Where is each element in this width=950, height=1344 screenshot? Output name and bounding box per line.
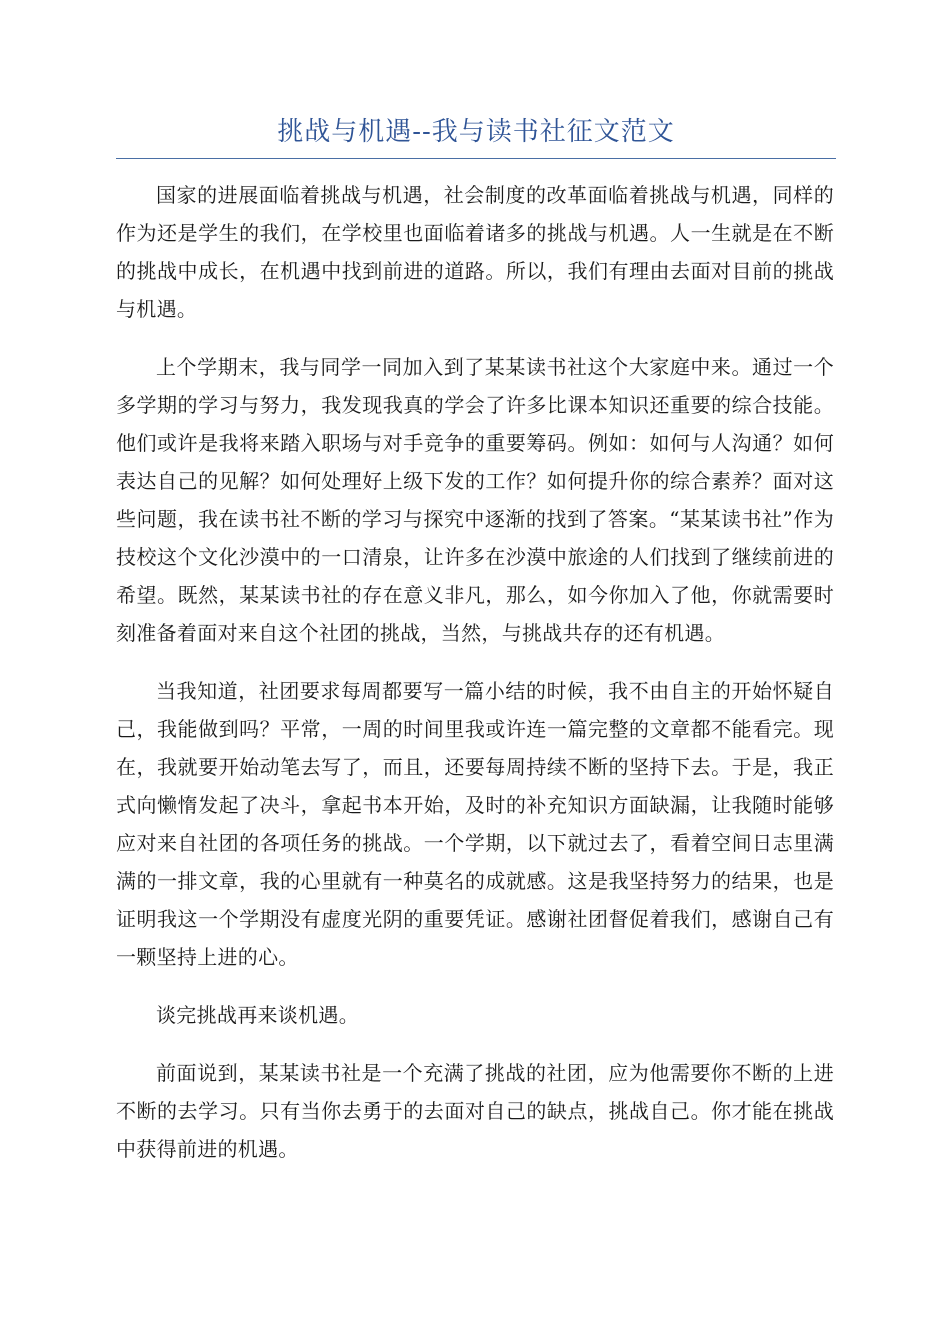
- paragraph: 谈完挑战再来谈机遇。: [156, 1003, 359, 1027]
- paragraph: 国家的进展面临着挑战与机遇，社会制度的改革面临着挑战与机遇，同样的作为还是学生的我们，在学校里也面临着诸多的挑战与机遇。人一生就是在不断的挑战中成长，在机遇中找到前进的道路。所以，我们有理由去面对目前的挑战与机遇。: [116, 183, 834, 321]
- document-body: [116, 176, 834, 1188]
- title-block: [116, 112, 836, 159]
- paragraph: 上个学期末，我与同学一同加入到了某某读书社这个大家庭中来。通过一个多学期的学习与努力，我发现我真的学会了许多比课本知识还重要的综合技能。他们或许是我将来踏入职场与对手竞争的重要筹码。例如：如何与人沟通？如何表达自己的见解？如何处理好上级下发的工作？如何提升你的综合素养？面对这些问题，我在读书社不断的学习与探究中逐渐的找到了答案。“某某读书社”作为技校这个文化沙漠中的一口清泉，让许多在沙漠中旅途的人们找到了继续前进的希望。既然，某某读书社的存在意义非凡，那么，如今你加入了他，你就需要时刻准备着面对来自这个社团的挑战，当然，与挑战共存的还有机遇。: [116, 355, 834, 645]
- paragraph: 当我知道，社团要求每周都要写一篇小结的时候，我不由自主的开始怀疑自己，我能做到吗？平常，一周的时间里我或许连一篇完整的文章都不能看完。现在，我就要开始动笔去写了，而且，还要每周持续不断的坚持下去。于是，我正式向懒惰发起了决斗，拿起书本开始，及时的补充知识方面缺漏，让我随时能够应对来自社团的各项任务的挑战。一个学期，以下就过去了，看着空间日志里满满的一排文章，我的心里就有一种莫名的成就感。这是我坚持努力的结果，也是证明我这一个学期没有虚度光阴的重要凭证。感谢社团督促着我们，感谢自己有一颗坚持上进的心。: [116, 679, 834, 969]
- document-title: 挑战与机遇--我与读书社征文范文: [277, 117, 675, 147]
- paragraph: 前面说到，某某读书社是一个充满了挑战的社团，应为他需要你不断的上进不断的去学习。只有当你去勇于的去面对自己的缺点，挑战自己。你才能在挑战中获得前进的机遇。: [116, 1061, 834, 1161]
